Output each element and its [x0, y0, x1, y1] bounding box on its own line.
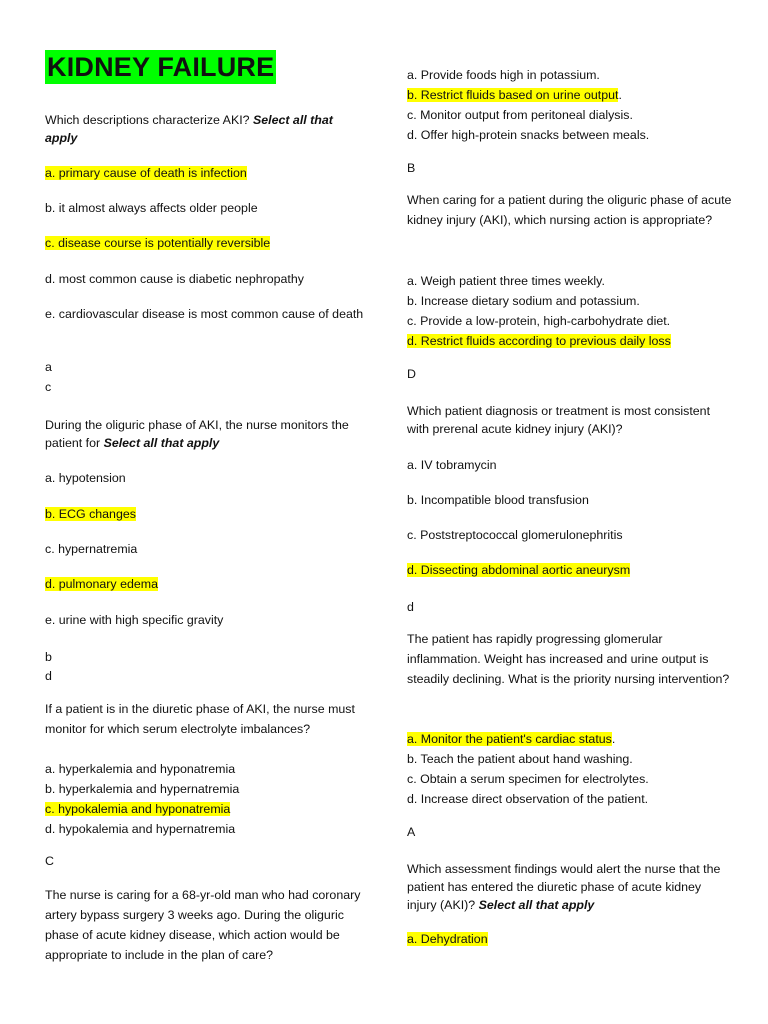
question-3-option-c: c. hypokalemia and hyponatremia	[45, 802, 231, 816]
question-4-option-b: b. Restrict fluids based on urine output.	[407, 88, 622, 102]
question-1-option-c: c. disease course is potentially reversible	[45, 236, 271, 250]
question-3-option-b: b. hyperkalemia and hypernatremia	[45, 782, 240, 796]
question-4-option-c: c. Monitor output from peritoneal dialysis.	[407, 108, 633, 122]
question-1-answer-1: a	[45, 360, 52, 374]
question-5-option-b: b. Increase dietary sodium and potassium.	[407, 294, 640, 308]
question-8-option-a: a. Dehydration	[407, 932, 488, 946]
question-1-option-e: e. cardiovascular disease is most common cause of death	[45, 307, 364, 321]
question-2-option-c: c. hypernatremia	[45, 542, 138, 556]
question-2-answer-2: d	[45, 669, 52, 683]
question-3-stem: If a patient is in the diuretic phase of AKI, the nurse must monitor for which serum electrolyte imbalances?	[45, 702, 355, 736]
question-7-stem: The patient has rapidly progressing glomerular inflammation. Weight has increased and urine output is steadily declining. What is the priority nursing intervention?	[407, 632, 730, 686]
question-6-option-d: d. Dissecting abdominal aortic aneurysm	[407, 563, 631, 577]
question-2-option-e: e. urine with high specific gravity	[45, 613, 224, 627]
question-4-option-a: a. Provide foods high in potassium.	[407, 68, 600, 82]
question-6-option-b: b. Incompatible blood transfusion	[407, 493, 589, 507]
question-8-stem: Which assessment findings would alert the nurse that the patient has entered the diuretic phase of acute kidney injury (AKI)? Select all that apply	[407, 862, 721, 912]
question-6-answer: d	[407, 600, 414, 614]
question-1-option-a: a. primary cause of death is infection	[45, 166, 247, 180]
question-6-stem: Which patient diagnosis or treatment is most consistent with prerenal acute kidney injury (AKI)?	[407, 404, 711, 436]
question-1-option-b: b. it almost always affects older people	[45, 201, 258, 215]
page-title: KIDNEY FAILURE	[47, 52, 275, 82]
question-1-answer-2: c	[45, 380, 52, 394]
question-7-answer: A	[407, 825, 416, 839]
question-2-option-d: d. pulmonary edema	[45, 577, 158, 591]
question-5-option-c: c. Provide a low-protein, high-carbohydrate diet.	[407, 314, 671, 328]
question-6-option-a: a. IV tobramycin	[407, 458, 497, 472]
question-2-option-a: a. hypotension	[45, 471, 126, 485]
question-3-option-a: a. hyperkalemia and hyponatremia	[45, 762, 236, 776]
question-2-option-b: b. ECG changes	[45, 507, 136, 521]
question-5-answer: D	[407, 367, 416, 381]
question-5-stem: When caring for a patient during the oliguric phase of acute kidney injury (AKI), which nursing action is appropriate?	[407, 193, 732, 227]
question-7-option-a: a. Monitor the patient's cardiac status.	[407, 732, 616, 746]
question-7-option-d: d. Increase direct observation of the patient.	[407, 792, 649, 806]
question-4-option-d: d. Offer high-protein snacks between meals.	[407, 128, 650, 142]
question-6-option-c: c. Poststreptococcal glomerulonephritis	[407, 528, 623, 542]
question-4-answer: B	[407, 161, 416, 175]
question-5-option-a: a. Weigh patient three times weekly.	[407, 274, 605, 288]
question-3-answer: C	[45, 854, 54, 868]
question-7-option-c: c. Obtain a serum specimen for electrolytes.	[407, 772, 649, 786]
question-2-answer-1: b	[45, 650, 52, 664]
question-5-option-d: d. Restrict fluids according to previous daily loss	[407, 334, 671, 348]
question-3-option-d: d. hypokalemia and hypernatremia	[45, 822, 236, 836]
question-1-option-d: d. most common cause is diabetic nephropathy	[45, 272, 304, 286]
question-2-stem: During the oliguric phase of AKI, the nurse monitors the patient for Select all that apply	[45, 418, 349, 450]
question-1-stem: Which descriptions characterize AKI? Select all that apply	[45, 113, 333, 145]
question-7-option-b: b. Teach the patient about hand washing.	[407, 752, 633, 766]
question-4-stem: The nurse is caring for a 68-yr-old man who had coronary artery bypass surgery 3 weeks ago. During the oliguric phase of acute kidney disease, which action would be appropriate to include in the plan of care?	[45, 888, 361, 962]
